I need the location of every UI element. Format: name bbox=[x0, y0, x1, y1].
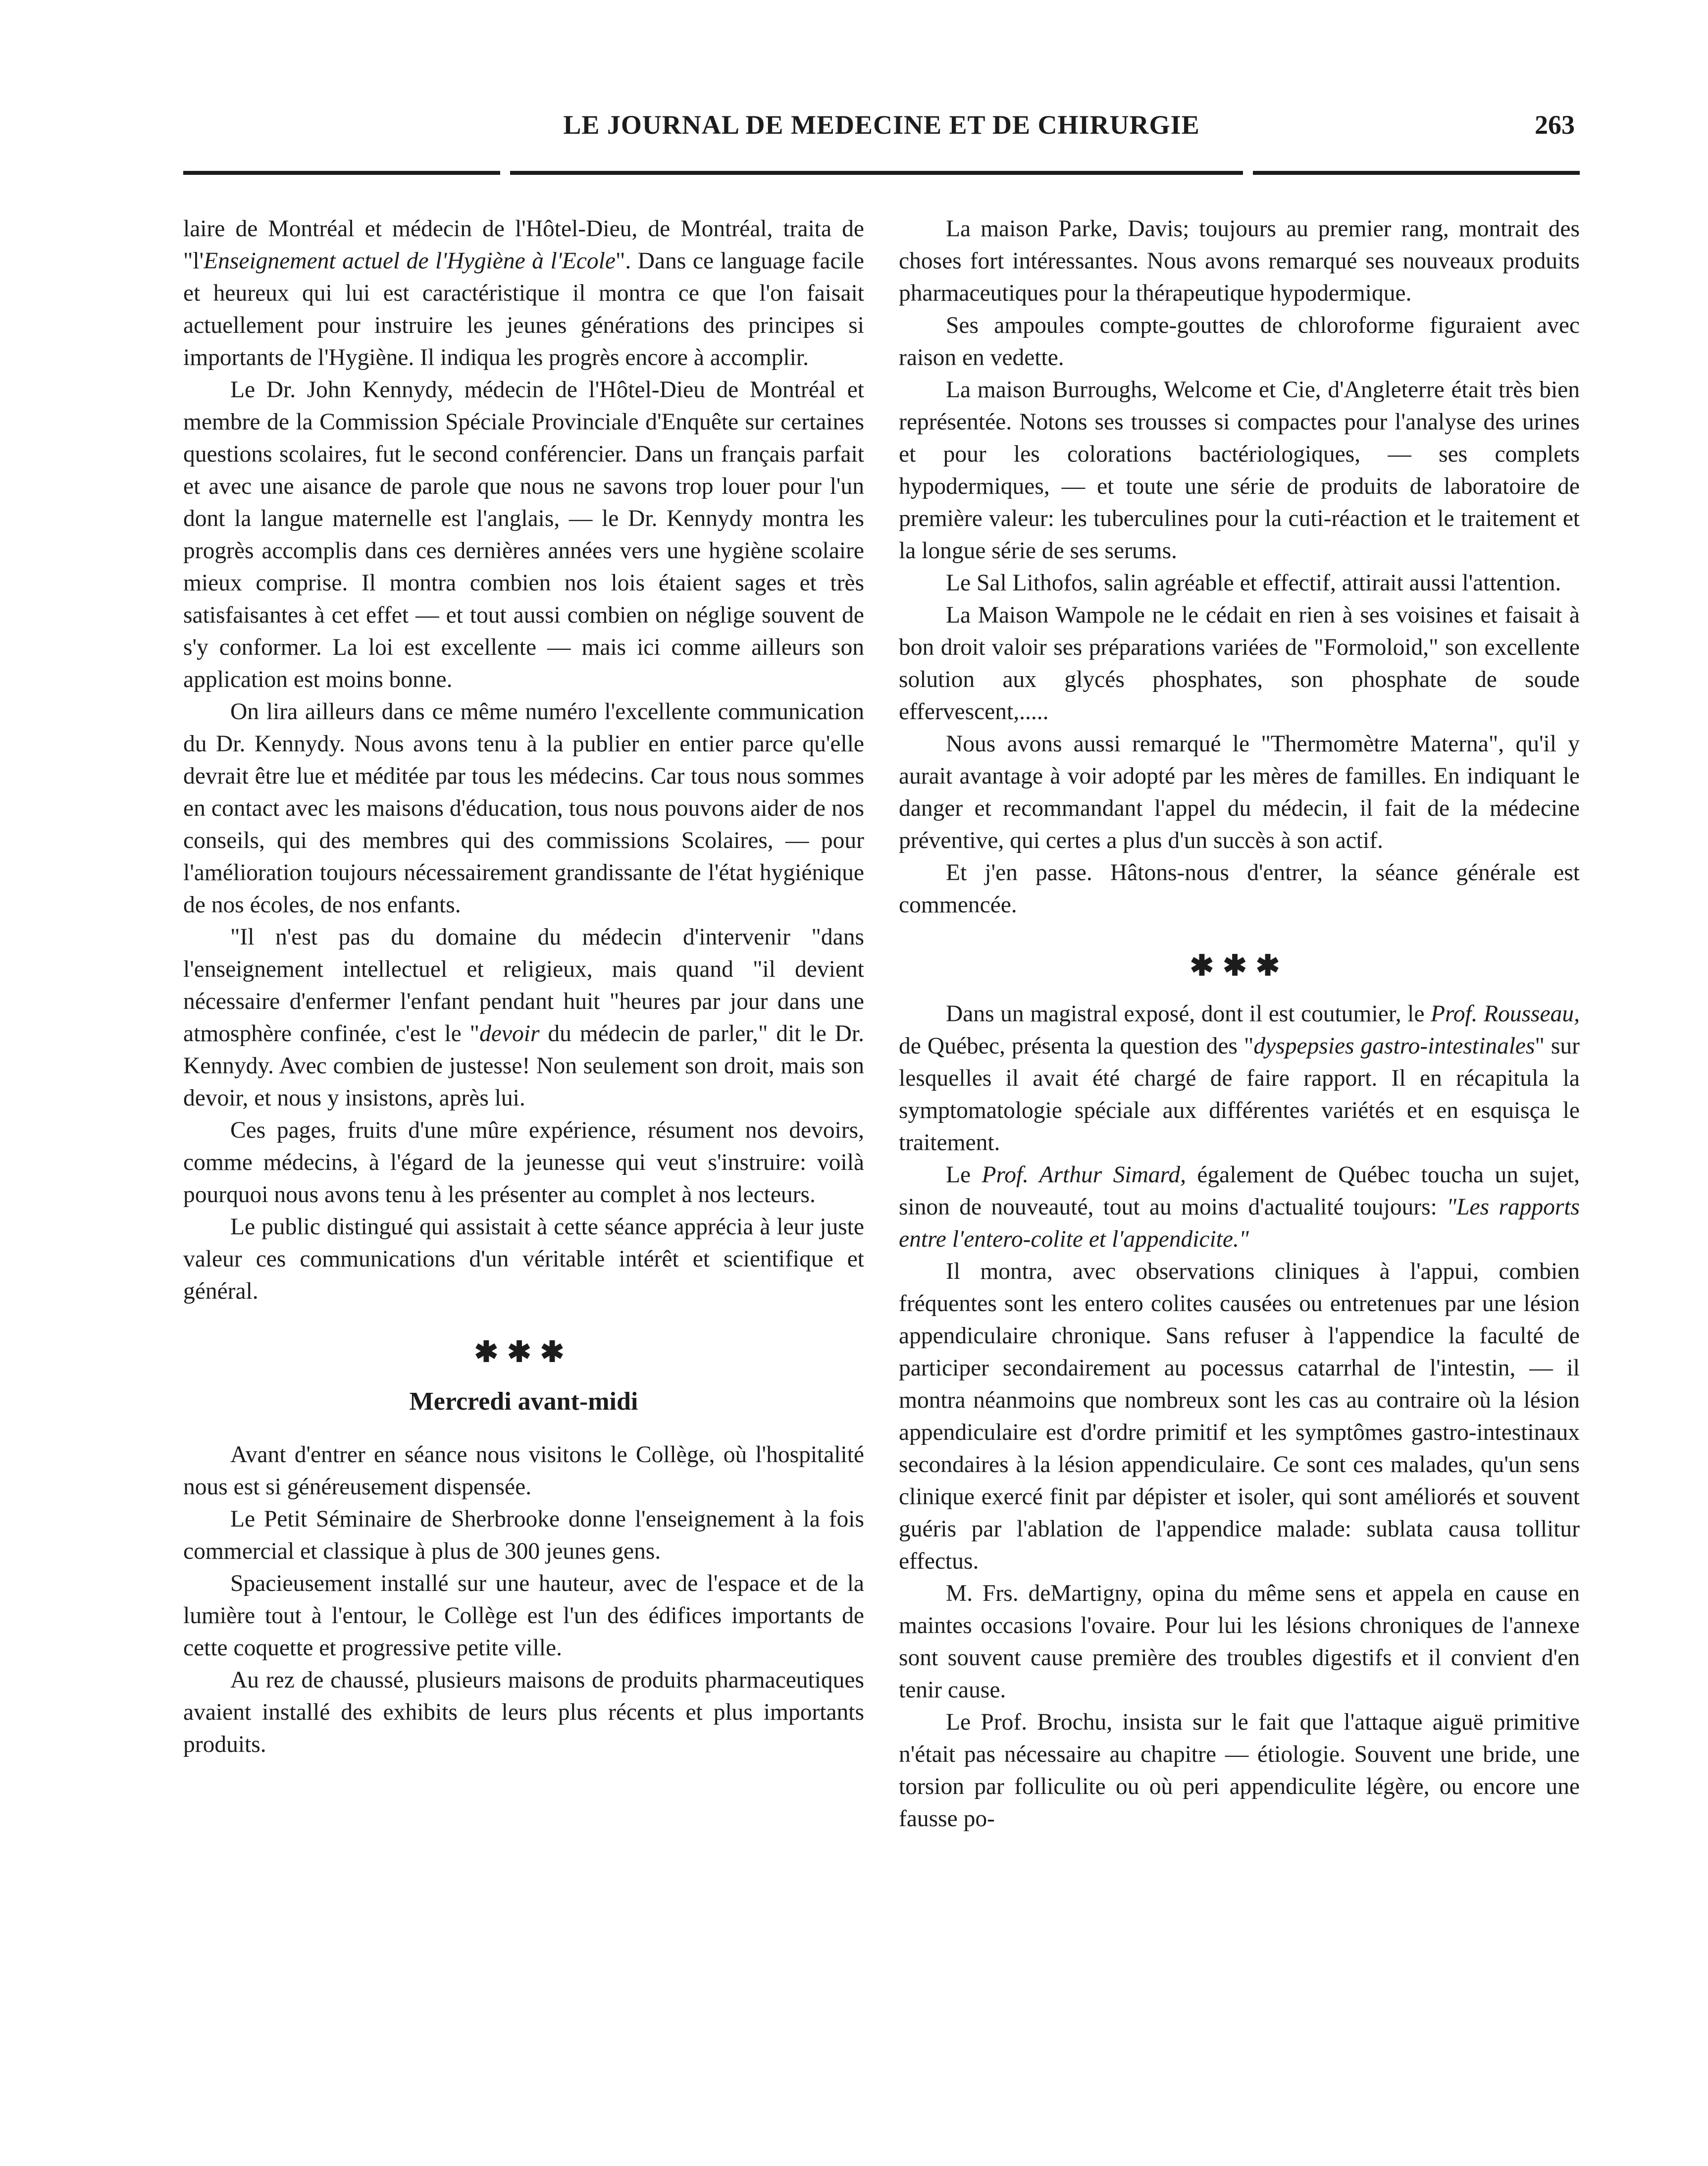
right-paragraph-8 bbox=[899, 998, 1580, 1159]
header-rules bbox=[183, 171, 1580, 177]
right-paragraph-3: La maison Burroughs, Welcome et Cie, d'Angleterre était très bien représentée. Notons ses trousses si compactes pour l'analyse des urines et pour les colorations bactériologiques, — ses complets hypodermiques, — et toute une série de produits de laboratoire de première valeur: les tuberculines pour la cuti-réaction et le traitement et la longue série de ses serums. bbox=[899, 377, 1580, 564]
left-paragraph-7: Avant d'entrer en séance nous visitons le Collège, où l'hospitalité nous est si généreusement dispensée. bbox=[183, 1442, 864, 1500]
right-column bbox=[899, 213, 1580, 1835]
text-run: de Québec, présenta la question des " bbox=[899, 1033, 1254, 1059]
right-paragraph-10: Il montra, avec observations cliniques à l'appui, combien fréquentes sont les entero colites causées ou entretenues par une lésion appendiculaire chronique. Sans refuser à l'appendice la faculté de participer secondairement au pocessus catarrhal de l'intestin, — il montra néanmoins que nombreux sont les cas au contraire où la lésion appendiculaire est d'ordre primitif et les symptômes gastro-intestinaux secondaires à la lésion appendiculaire. Ce sont ces malades, qu'un sens clinique exercé finit par dépister et isoler, qui sont améliorés et souvent guéris par l'ablation de l'appendice malade: sublata causa tollitur effectus. bbox=[899, 1259, 1580, 1574]
text-run: " sur lesquelles il avait été chargé de faire rapport. Il en récapitula la symptomatologie spéciale aux différentes variétés et en esquisça le traitement. bbox=[899, 1033, 1580, 1156]
running-header bbox=[183, 106, 1580, 151]
right-paragraph-2: Ses ampoules compte-gouttes de chloroforme figuraient avec raison en vedette. bbox=[899, 313, 1580, 370]
section-separator-stars: ✱✱✱ bbox=[1190, 950, 1289, 982]
left-paragraph-5: Ces pages, fruits d'une mûre expérience, résument nos devoirs, comme médecins, à l'égard de la jeunesse qui veut s'instruire: voilà pourquoi nous avons tenu à les présenter au complet à nos lecteurs. bbox=[183, 1117, 864, 1208]
right-paragraph-12: Le Prof. Brochu, insista sur le fait que l'attaque aiguë primitive n'était pas nécessaire au chapitre — étiologie. Souvent une bride, une torsion par folliculite ou où peri appendiculite légère, ou encore une fausse po- bbox=[899, 1709, 1580, 1832]
text-run: Dans un magistral exposé, dont il est coutumier, le bbox=[946, 1001, 1431, 1027]
right-paragraph-4: Le Sal Lithofos, salin agréable et effectif, attirait aussi l'attention. bbox=[946, 570, 1561, 596]
header-rule-left bbox=[183, 171, 500, 175]
section-separator-stars: ✱✱✱ bbox=[474, 1336, 573, 1368]
text-run: du médecin de parler," dit le Dr. Kennydy. Avec combien de justesse! Non seulement son droit, mais son devoir, et nous y insistons, après lui. bbox=[183, 1021, 864, 1111]
page-number: 263 bbox=[1535, 110, 1575, 140]
text-run: "Il n'est pas du domaine du médecin d'intervenir "dans l'enseignement intellectuel et religieux, mais quand "il devient nécessaire d'enfermer l'enfant pendant huit "heures par jour dans une atmosphère confinée, c'est le " bbox=[183, 924, 864, 1047]
right-paragraph-7: Et j'en passe. Hâtons-nous d'entrer, la séance générale est commencée. bbox=[899, 860, 1580, 918]
left-paragraph-8: Le Petit Séminaire de Sherbrooke donne l'enseignement à la fois commercial et classique à plus de 300 jeunes gens. bbox=[183, 1506, 864, 1564]
left-paragraph-3: On lira ailleurs dans ce même numéro l'excellente communication du Dr. Kennydy. Nous avons tenu à la publier en entier parce qu'elle devrait être lue et méditée par tous les médecins. Car tous nous sommes en contact avec les maisons d'éducation, tous nous pouvons aider de nos conseils, qui des membres qui des commissions Scolaires, — pour l'amélioration toujours nécessairement grandissante de l'état hygiénique de nos écoles, de nos enfants. bbox=[183, 699, 864, 918]
journal-title: LE JOURNAL DE MEDECINE ET DE CHIRURGIE bbox=[563, 110, 1200, 140]
italic-word: devoir bbox=[479, 1021, 540, 1047]
right-paragraph-5: La Maison Wampole ne le cédait en rien à ses voisines et faisait à bon droit valoir ses préparations variées de "Formoloid," son excellente solution aux glycés phosphates, son phosphate de soude effervescent,..... bbox=[899, 602, 1580, 725]
right-paragraph-9 bbox=[899, 1159, 1580, 1256]
italic-name: Prof. Arthur Simard, bbox=[982, 1162, 1186, 1188]
left-paragraph-1 bbox=[183, 213, 864, 374]
header-rule-middle bbox=[510, 171, 1243, 175]
italic-title: Enseignement actuel de l'Hygiène à l'Ecole bbox=[204, 248, 616, 274]
left-column bbox=[183, 213, 864, 1761]
right-paragraph-1: La maison Parke, Davis; toujours au premier rang, montrait des choses fort intéressantes. Nous avons remarqué ses nouveaux produits pharmaceutiques pour la thérapeutique hypodermique. bbox=[899, 216, 1580, 306]
section-subheading: Mercredi avant-midi bbox=[409, 1387, 638, 1416]
italic-name: Prof. Rousseau, bbox=[1430, 1001, 1580, 1027]
text-run: laire de Montréal et médecin de l'Hôtel-Dieu, de Montréal, traita de "l' bbox=[183, 216, 864, 274]
left-paragraph-9: Spacieusement installé sur une hauteur, avec de l'espace et de la lumière tout à l'entour, le Collège est l'un des édifices importants de cette coquette et progressive petite ville. bbox=[183, 1571, 864, 1661]
text-run: ". Dans ce language facile et heureux qui lui est caractéristique il montra ce que l'on faisait actuellement pour instruire les jeunes générations des principes si importants de l'Hygiène. Il indiqua les progrès encore à accomplir. bbox=[183, 248, 864, 370]
left-paragraph-2: Le Dr. John Kennydy, médecin de l'Hôtel-Dieu de Montréal et membre de la Commission Spéciale Provinciale d'Enquête sur certaines questions scolaires, fut le second conférencier. Dans un français parfait et avec une aisance de parole que nous ne savons trop louer pour l'un dont la langue maternelle est l'anglais, — le Dr. Kennydy montra les progrès accomplis dans ces dernières années vers une hygiène scolaire mieux comprise. Il montra combien nos lois étaient sages et très satisfaisantes à cet effet — et tout aussi combien on néglige souvent de s'y conformer. La loi est excellente — mais ici comme ailleurs son application est moins bonne. bbox=[183, 377, 864, 692]
left-paragraph-4-quote bbox=[183, 921, 864, 1114]
left-paragraph-6: Le public distingué qui assistait à cette séance apprécia à leur juste valeur ces communications d'un véritable intérêt et scientifique et général. bbox=[183, 1214, 864, 1304]
text-run: également de Québec toucha un sujet, sinon de nouveauté, tout au moins d'actualité toujours: bbox=[899, 1162, 1580, 1220]
italic-topic: dyspepsies gastro-intestinales bbox=[1253, 1033, 1535, 1059]
left-paragraph-10: Au rez de chaussé, plusieurs maisons de produits pharmaceutiques avaient installé des exhibits de leurs plus récents et plus importants produits. bbox=[183, 1667, 864, 1757]
italic-topic: "Les rapports entre l'entero-colite et l'appendicite." bbox=[899, 1194, 1580, 1252]
right-paragraph-6: Nous avons aussi remarqué le "Thermomètre Materna", qu'il y aurait avantage à voir adopté par les mères de familles. En indiquant le danger et recommandant l'appel du médecin, il fait de la médecine préventive, qui certes a plus d'un succès à son actif. bbox=[899, 731, 1580, 853]
header-rule-right bbox=[1253, 171, 1580, 175]
right-paragraph-11: M. Frs. deMartigny, opina du même sens et appela en cause en maintes occasions l'ovaire. Pour lui les lésions chroniques de l'annexe sont souvent cause première des troubles digestifs et il convient d'en tenir cause. bbox=[899, 1581, 1580, 1703]
text-run: Le bbox=[946, 1162, 982, 1188]
